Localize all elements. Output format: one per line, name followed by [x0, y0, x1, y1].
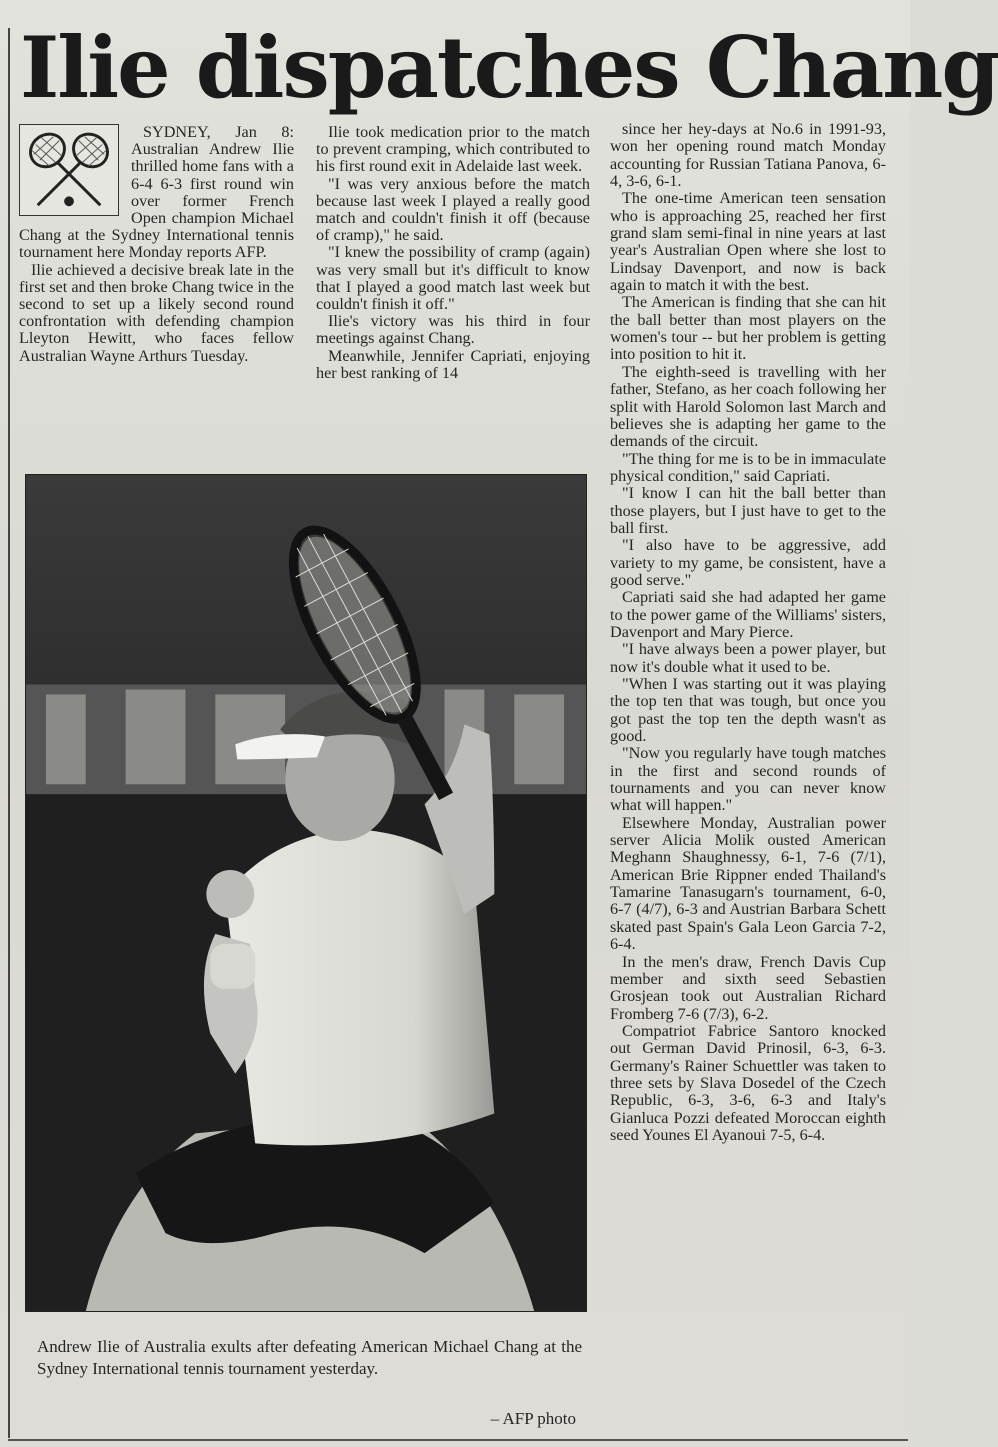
- bottom-rule: [8, 1439, 908, 1441]
- article-paragraph: Capriati said she had adapted her game to the power game of the Williams' sisters, Davenport and Mary Pierce.: [610, 588, 886, 641]
- article-column-2: [316, 124, 590, 454]
- article-paragraph: Elsewhere Monday, Australian power server Alicia Molik ousted American Meghann Shaughnessy, 6-1, 7-6 (7/1), American Brie Rippner ended Thailand's Tamarine Tanasugarn's tournament, 6-0, 6-7 (4/7), 6-3 and Austrian Barbara Schett skated past Spain's Gala Leon Garcia 7-2, 6-4.: [610, 813, 886, 954]
- article-paragraph: "I have always been a power player, but now it's double what it used to be.: [610, 640, 886, 676]
- article-paragraph: since her hey-days at No.6 in 1991-93, won her opening round match Monday accounting for Russian Tatiana Panova, 6-4, 3-6, 6-1.: [610, 120, 886, 191]
- headline: Ilie dispatches Chang: [20, 18, 998, 117]
- article-paragraph: Ilie achieved a decisive break late in the first set and then broke Chang twice in the second to set up a likely second round confrontation with defending champion Lleyton Hewitt, who faces fellow Australian Wayne Arthurs Tuesday.: [19, 260, 294, 365]
- article-paragraph: "When I was starting out it was playing the top ten that was tough, but once you got past the top ten the depth wasn't as good.: [610, 675, 886, 746]
- article-paragraph: "I knew the possibility of cramp (again) was very small but it's difficult to know that I played a good match last week but couldn't finish it off.": [316, 243, 590, 314]
- column-rule: [8, 28, 10, 1438]
- article-paragraph: "I was very anxious before the match because last week I played a really good match and couldn't finish it off (because of cramp)," he said.: [316, 174, 590, 245]
- article-paragraph: The one-time American teen sensation who is approaching 25, reached her first grand slam semi-final in nine years at last year's Australian Open where she lost to Lindsay Davenport, and now is back again to match it with the best.: [610, 189, 886, 295]
- article-paragraph: SYDNEY, Jan 8: Australian Andrew Ilie thrilled home fans with a 6-4 6-3 first round win over former French Open champion Michael Chang at the Sydney International tennis tournament here Monday reports AFP.: [19, 123, 294, 262]
- article-paragraph: Ilie's victory was his third in four meetings against Chang.: [316, 312, 590, 348]
- article-paragraph: "The thing for me is to be in immaculate physical condition," said Capriati.: [610, 449, 886, 485]
- article-paragraph: "Now you regularly have tough matches in the first and second rounds of tournaments and you can never know what will happen.": [610, 744, 886, 815]
- article-paragraph: The eighth-seed is travelling with her father, Stefano, as her coach following her split with Harold Solomon last March and believes she is adapting her game to the demands of the circuit.: [610, 362, 886, 451]
- photo-caption: Andrew Ilie of Australia exults after defeating American Michael Chang at the Sydney International tennis tournament yesterday.: [37, 1337, 582, 1378]
- article-paragraph: In the men's draw, French Davis Cup member and sixth seed Sebastien Grosjean took out Australian Richard Fromberg 7-6 (7/3), 6-2.: [610, 952, 886, 1023]
- tennis-rackets-icon: [19, 124, 119, 216]
- article-paragraph: Ilie took medication prior to the match to prevent cramping, which contributed to his first round exit in Adelaide last week.: [316, 123, 590, 176]
- article-paragraph: "I know I can hit the ball better than those players, but I just have to get to the ball first.: [610, 484, 886, 537]
- article-column-3: [610, 121, 886, 1436]
- article-paragraph: The American is finding that she can hit the ball better than most players on the women's tour -- but her problem is getting into position to hit it.: [610, 293, 886, 364]
- news-photo: [25, 474, 587, 1312]
- article-column-1: [19, 124, 294, 454]
- photo-credit: – AFP photo: [490, 1409, 576, 1428]
- article-paragraph: Compatriot Fabrice Santoro knocked out German David Prinosil, 6-3, 6-3. Germany's Rainer Schuettler was taken to three sets by Slava Dosedel of the Czech Republic, 6-3, 3-6, 6-3 and Italy's Gianluca Pozzi defeated Moroccan eighth seed Younes El Ayanoui 7-5, 6-4.: [610, 1021, 886, 1144]
- article-paragraph: "I also have to be aggressive, add variety to my game, be consistent, have a good serve.": [610, 536, 886, 589]
- article-paragraph: Meanwhile, Jennifer Capriati, enjoying her best ranking of 14: [316, 346, 590, 382]
